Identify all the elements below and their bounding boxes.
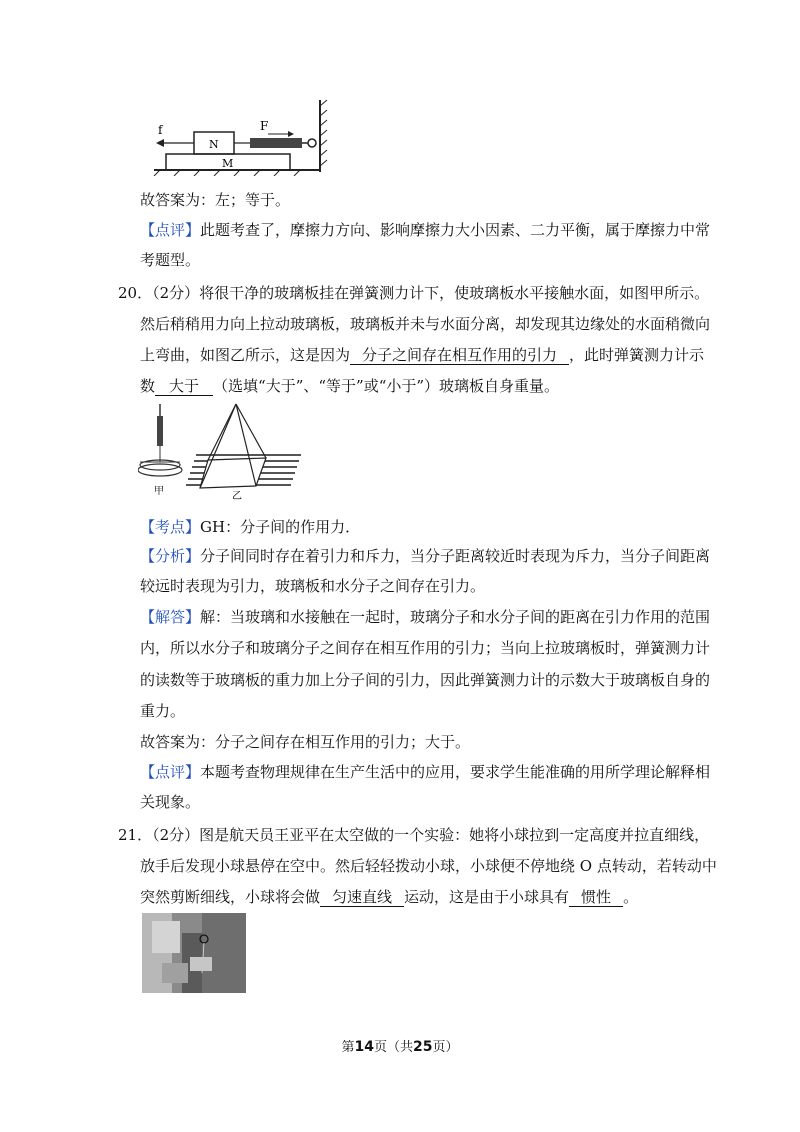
q19-comment-line-2: 考题型。 [140, 251, 201, 269]
q19-comment-line-1 [140, 220, 710, 240]
q20-fenxi-2: 较远时表现为引力，玻璃板和水分子之间存在引力。 [140, 577, 486, 595]
friction-label-f: f [158, 123, 163, 137]
q21-line-3 [140, 887, 638, 907]
q21-blank-2: 惯性 [569, 888, 623, 907]
footer-page-number: 14 [354, 1039, 374, 1055]
fig-label-jia: 甲 [154, 486, 164, 497]
q20-jieda-4: 重力。 [140, 702, 186, 720]
q20-jieda-2: 内，所以水分子和玻璃分子之间存在相互作用的引力；当向上拉玻璃板时，弹簧测力计 [140, 639, 711, 657]
friction-label-N: N [209, 138, 219, 151]
friction-label-M: M [222, 157, 234, 170]
q20-line-1 [118, 283, 709, 303]
q20-jieda-3: 的读数等于玻璃板的重力加上分子间的引力，因此弹簧测力计的示数大于玻璃板自身的 [140, 671, 711, 689]
fenxi-text-1: 分子间同时存在着引力和斥力，当分子距离较近时表现为斥力，当分子间距离 [200, 547, 711, 565]
kaodian-text: GH：分子间的作用力． [200, 518, 361, 536]
q21-line-3-pre: 突然剪断细线，小球将会做 [140, 888, 321, 906]
q20-blank-1: 分子之间存在相互作用的引力 [350, 346, 569, 365]
footer-mid: 页（共 [373, 1040, 413, 1055]
footer-pre: 第 [341, 1040, 355, 1055]
dianping-text-1: 本题考查物理规律在生产生活中的应用，要求学生能准确的用所学理论解释相 [200, 763, 711, 781]
q20-line-4-pre: 数 [140, 377, 156, 395]
q20-line-3-pre: 上弯曲，如图乙所示，这是因为 [140, 346, 351, 364]
q20-fenxi-1 [140, 546, 710, 566]
q21-number: 21． [118, 826, 153, 844]
dianping-tag: 【点评】 [140, 763, 201, 781]
q20-text-1: （2分）将很干净的玻璃板挂在弹簧测力计下，使玻璃板水平接触水面，如图甲所示。 [152, 284, 710, 302]
kaodian-tag: 【考点】 [140, 518, 201, 536]
jieda-text-1: 解：当玻璃和水接触在一起时，玻璃分子和水分子间的距离在引力作用的范围 [200, 608, 711, 626]
friction-diagram-figure [150, 96, 330, 176]
q20-answer: 故答案为：分子之间存在相互作用的引力；大于。 [140, 733, 471, 751]
footer-post: 页） [432, 1040, 459, 1055]
comment-text: 此题考查了，摩擦力方向、影响摩擦力大小因素、二力平衡，属于摩擦力中常 [200, 221, 711, 239]
q19-answer: 故答案为：左；等于。 [140, 191, 291, 209]
astronaut-photo [142, 913, 246, 993]
comment-tag: 【点评】 [140, 221, 201, 239]
q21-text-1: （2分）图是航天员王亚平在太空做的一个实验：她将小球拉到一定高度并拉直细线， [152, 826, 710, 844]
q20-blank-2: 大于 [155, 377, 213, 396]
q20-line-2: 然后稍稍用力向上拉动玻璃板，玻璃板并未与水面分离，却发现其边缘处的水面稍微向 [140, 315, 711, 333]
glass-plate-figure [138, 402, 308, 502]
q21-line-2: 放手后发现小球悬停在空中。然后轻轻拨动小球，小球便不停地绕 O 点转动，若转动中 [140, 857, 717, 875]
q21-blank-1: 匀速直线 [320, 888, 404, 907]
page-footer [0, 1036, 800, 1055]
friction-label-F: F [260, 119, 269, 133]
q20-line-4 [140, 376, 559, 396]
q20-dianping-2: 关现象。 [140, 793, 201, 811]
q21-line-1 [118, 825, 709, 845]
q20-line-3 [140, 345, 704, 365]
fig-label-yi: 乙 [232, 491, 242, 502]
q20-kaodian [140, 517, 360, 537]
q20-number: 20． [118, 284, 153, 302]
jieda-tag: 【解答】 [140, 608, 201, 626]
q21-line-3-mid: 运动，这是由于小球具有 [404, 888, 570, 906]
q20-line-3-post: ，此时弹簧测力计示 [569, 346, 705, 364]
q20-jieda-1 [140, 607, 710, 627]
q20-dianping-1 [140, 762, 710, 782]
q20-line-4-post: （选填“大于”、“等于”或“小于”）玻璃板自身重量。 [213, 377, 560, 395]
fenxi-tag: 【分析】 [140, 547, 201, 565]
footer-total-pages: 25 [413, 1039, 433, 1055]
q21-line-3-post: 。 [623, 888, 639, 906]
